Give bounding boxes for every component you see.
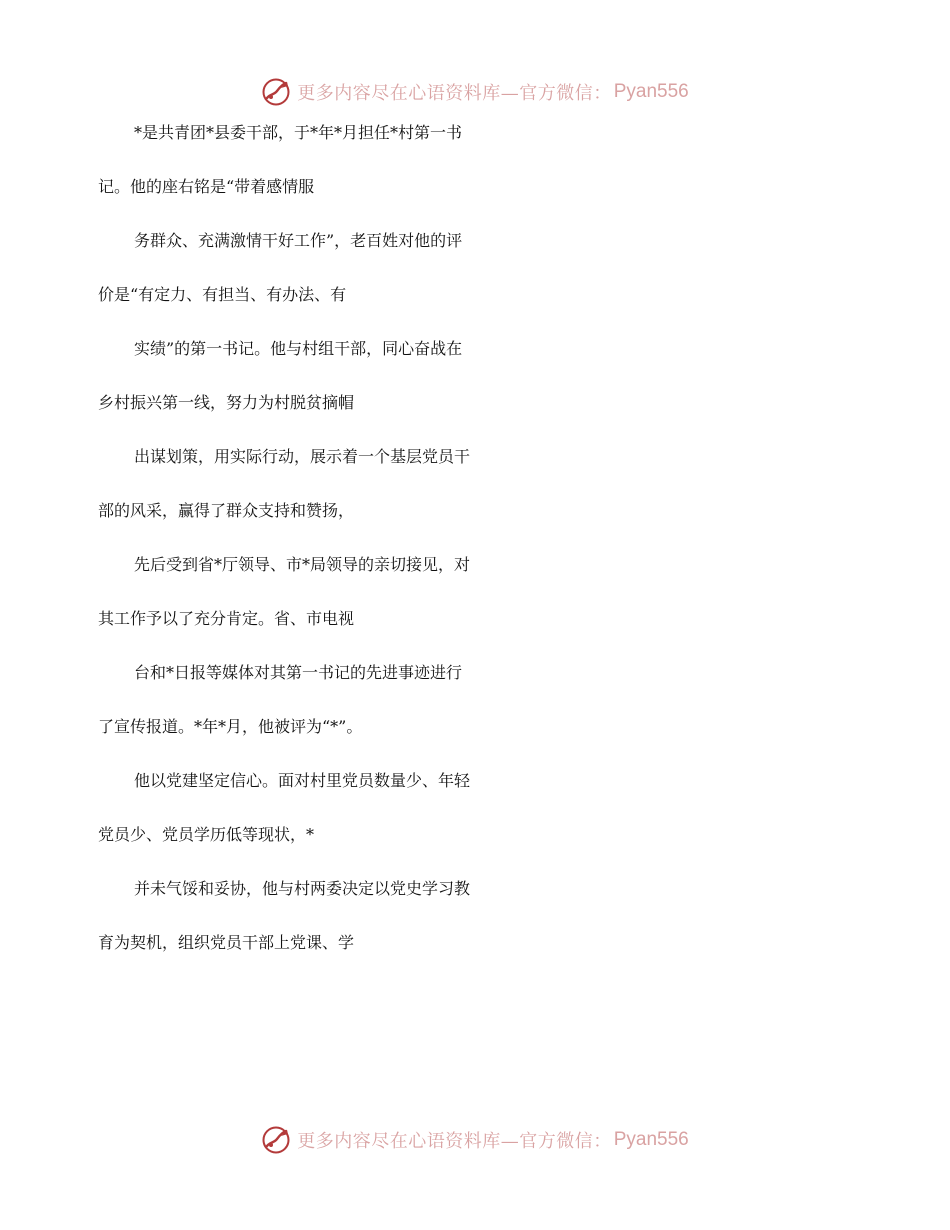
text-line: *是共青团*县委干部，于*年*月担任*村第一书 bbox=[134, 123, 463, 142]
header-banner-inner bbox=[261, 77, 689, 107]
text-line: 记。他的座右铭是“带着感情服 bbox=[98, 177, 315, 196]
header-banner-handle: Pyan556 bbox=[613, 81, 689, 102]
text-line: 乡村振兴第一线，努力为村脱贫摘帽 bbox=[98, 393, 355, 412]
footer-banner-text: 更多内容尽在心语资料库—官方微信： bbox=[297, 1131, 612, 1152]
document-body bbox=[98, 120, 858, 984]
text-line: 并未气馁和妥协，他与村两委决定以党史学习教 bbox=[134, 879, 471, 898]
text-line: 部的风采，赢得了群众支持和赞扬， bbox=[98, 501, 355, 520]
text-line: 价是“有定力、有担当、有办法、有 bbox=[98, 285, 347, 304]
text-line: 先后受到省*厅领导、市*局领导的亲切接见，对 bbox=[134, 555, 471, 574]
text-line: 其工作予以了充分肯定。省、市电视 bbox=[98, 609, 355, 628]
text-line: 台和*日报等媒体对其第一书记的先进事迹进行 bbox=[134, 663, 463, 682]
footer-watermark-banner bbox=[0, 1120, 950, 1160]
text-line: 出谋划策，用实际行动，展示着一个基层党员干 bbox=[134, 447, 471, 466]
red-pen-circle-logo-icon bbox=[261, 1125, 291, 1155]
footer-banner-handle: Pyan556 bbox=[613, 1129, 689, 1150]
footer-banner-inner bbox=[261, 1125, 689, 1155]
text-line: 实绩”的第一书记。他与村组干部，同心奋战在 bbox=[134, 339, 463, 358]
text-line: 党员少、党员学历低等现状，* bbox=[98, 825, 315, 844]
text-line: 育为契机，组织党员干部上党课、学 bbox=[98, 933, 355, 952]
header-watermark-banner bbox=[0, 72, 950, 112]
header-banner-text: 更多内容尽在心语资料库—官方微信： bbox=[297, 83, 612, 104]
text-line: 了宣传报道。*年*月，他被评为“*”。 bbox=[98, 717, 363, 736]
text-line: 务群众、充满激情干好工作”，老百姓对他的评 bbox=[134, 231, 463, 250]
text-line: 他以党建坚定信心。面对村里党员数量少、年轻 bbox=[134, 771, 471, 790]
red-pen-circle-logo-icon bbox=[261, 77, 291, 107]
